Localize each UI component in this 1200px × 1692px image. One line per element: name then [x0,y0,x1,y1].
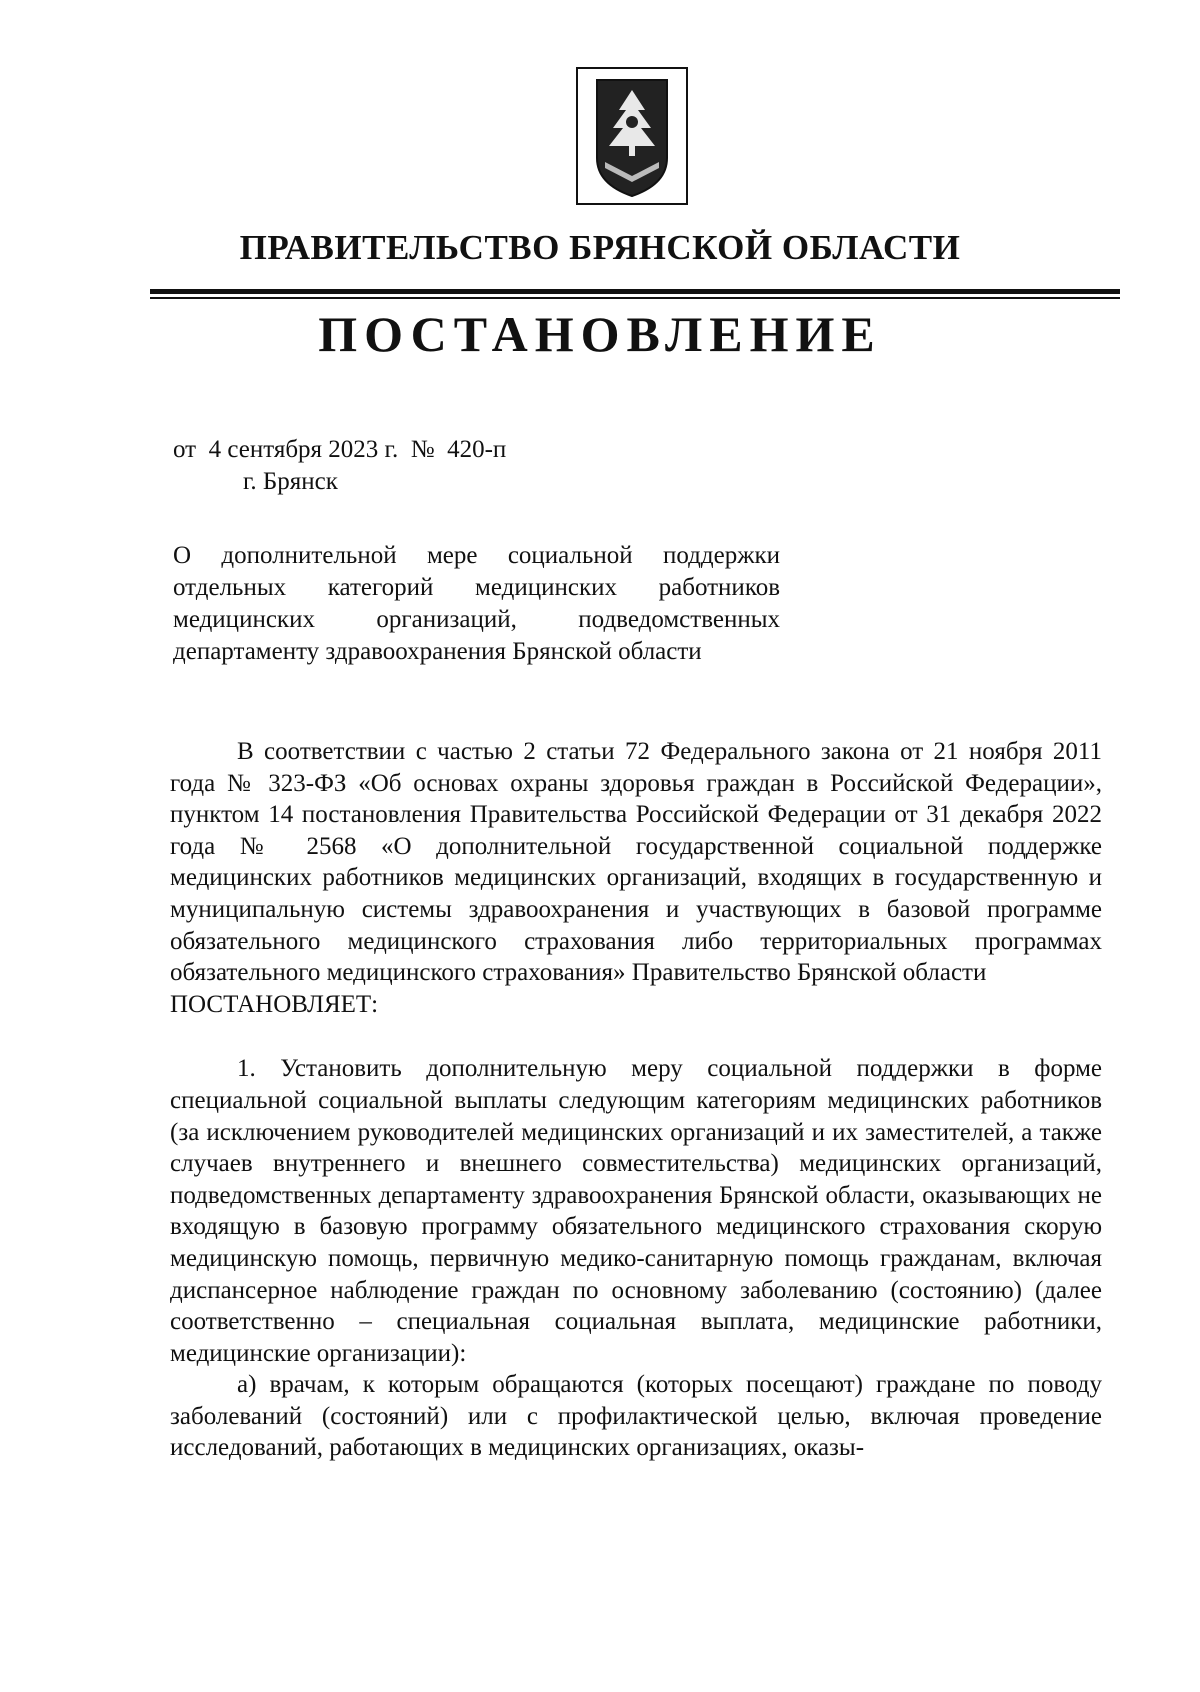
coat-of-arms-emblem [575,66,689,206]
item-1a-paragraph: а) врачам, к которым обращаются (которых посещают) граждане по поводу заболеваний (состояний) или с профилактической целью, включая проведение исследований, работающих в медицинских организациях, оказы- [170,1371,1102,1462]
document-subject [173,540,780,668]
decree-word: ПОСТАНОВЛЯЕТ: [170,990,379,1018]
subject-text: О дополнительной мере социальной поддержки отдельных категорий медицинских работников медицинских организаций, подведомственных департаменту здравоохранения Брянской области [173,542,780,665]
government-title: ПРАВИТЕЛЬСТВО БРЯНСКОЙ ОБЛАСТИ [239,228,961,267]
city-line: г. Брянск [243,468,338,495]
document-body [170,736,1102,1464]
date-number-line: от 4 сентября 2023 г. № 420-п [173,436,507,463]
item-1-paragraph: 1. Установить дополнительную меру социальной поддержки в форме специальной социальной выплаты следующим категориям медицинских работников (за исключением руководителей медицинских организаций и их заместителей, а также случаев внутреннего и внешнего совместительства) медицинских организаций, подведомственных департаменту здравоохранения Брянской области, оказывающих не входящую в базовую программу обязательного медицинского страхования скорую медицинскую помощь, первичную медико-санитарную помощь гражданам, включая диспансерное наблюдение граждан по основному заболеванию (состоянию) (далее соответственно – специальная социальная выплата, медицинские работники, медицинские организации): [170,1055,1102,1367]
preamble-paragraph: В соответствии с частью 2 статьи 72 Федерального закона от 21 ноября 2011 года № 323-ФЗ «Об основах охраны здоровья граждан в Российской Федерации», пунктом 14 постановления Правительства Российской Федерации от 31 декабря 2022 года № 2568 «О дополнительной государственной социальной поддержке медицинских работников медицинских организаций, входящих в государственную и муниципальную системы здравоохранения и участвующих в базовой программе обязательного медицинского страхования либо территориальных программах обязательного медицинского страхования» Правительство Брянской области [170,738,1102,987]
header-rule-thick [150,289,1120,294]
header-rule-thin [150,297,1120,299]
document-type-heading: ПОСТАНОВЛЕНИЕ [318,306,882,362]
